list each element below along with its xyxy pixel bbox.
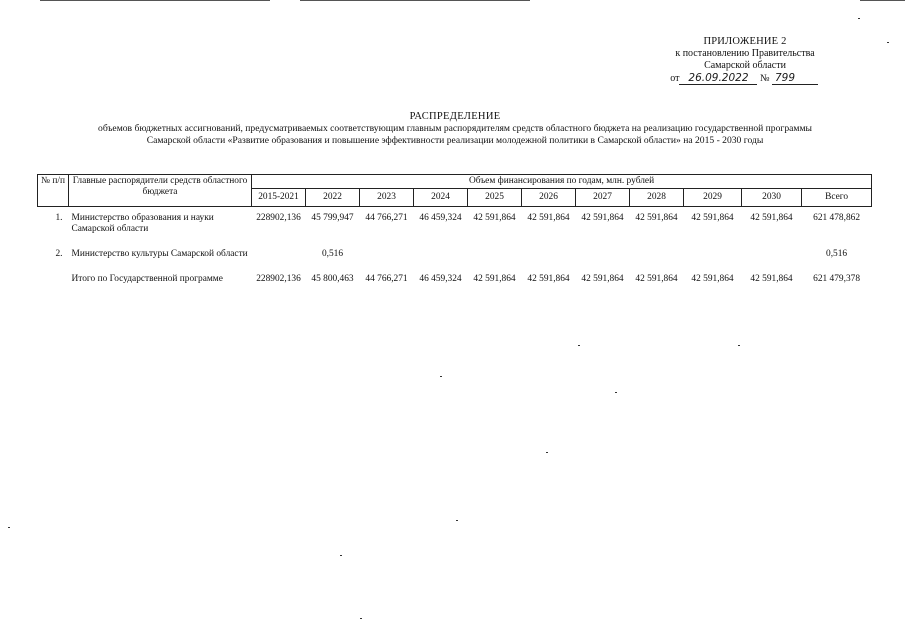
row-value <box>576 249 630 260</box>
scan-speck <box>8 527 10 528</box>
row-value: 42 591,864 <box>581 213 624 223</box>
total-value: 42 591,864 <box>581 274 624 284</box>
row-value: 42 591,864 <box>473 213 516 223</box>
scan-edge-line <box>40 0 270 1</box>
row-value: 45 799,947 <box>311 213 354 223</box>
row-total: 0,516 <box>826 249 848 259</box>
row-value <box>414 249 468 260</box>
header-year: 2027 <box>576 189 630 207</box>
header-year: 2025 <box>468 189 522 207</box>
header-year: 2030 <box>742 189 802 207</box>
total-value: 46 459,324 <box>419 274 462 284</box>
handwritten-number: 799 <box>772 73 818 85</box>
table-row <box>38 213 872 235</box>
scan-speck <box>340 555 342 556</box>
title-line-2: Самарской области «Развитие образования и повышение эффективности реализации молодежной политики в Самарской области» на 2015 - 2030 годы <box>146 135 764 146</box>
total-grand: 621 479,378 <box>813 274 860 284</box>
header-year: 2022 <box>306 189 360 207</box>
scan-speck <box>615 392 617 393</box>
title-line-1: объемов бюджетных ассигнований, предусматриваемых соответствующим главным распорядителям средств областного бюджета на реализацию государственной программы <box>98 123 812 134</box>
row-value <box>360 249 414 260</box>
row-value <box>252 249 306 260</box>
row-total: 621 478,862 <box>813 213 860 223</box>
total-value: 42 591,864 <box>635 274 678 284</box>
row-index: 2. <box>55 249 63 259</box>
decree-date-number <box>600 73 890 85</box>
total-value: 45 800,463 <box>311 274 354 284</box>
total-name: Итого по Государственной программе <box>71 274 223 284</box>
header-group: Объем финансирования по годам, млн. рублей <box>252 175 872 189</box>
scan-speck <box>887 42 889 43</box>
header-name: Главные распорядители средств областного бюджета <box>69 175 252 207</box>
total-value: 44 766,271 <box>365 274 408 284</box>
appendix-title: ПРИЛОЖЕНИЕ 2 <box>703 36 787 47</box>
table-row <box>38 249 872 260</box>
header-year: 2028 <box>630 189 684 207</box>
header-year: 2029 <box>684 189 742 207</box>
table-row-total <box>38 274 872 285</box>
row-name: Министерство культуры Самарской области <box>71 249 248 259</box>
row-value <box>468 249 522 260</box>
total-value: 228902,136 <box>256 274 301 284</box>
header-year: 2024 <box>414 189 468 207</box>
row-value <box>742 249 802 260</box>
total-value: 42 591,864 <box>691 274 734 284</box>
scan-speck <box>578 345 580 346</box>
budget-table <box>37 174 872 285</box>
row-value: 42 591,864 <box>750 213 793 223</box>
from-label: от <box>670 73 680 84</box>
handwritten-date: 26.09.2022 <box>679 73 757 85</box>
header-year: 2015-2021 <box>252 189 306 207</box>
appendix-line-2: Самарской области <box>704 60 786 71</box>
row-name: Министерство образования и науки Самарской области <box>71 213 214 234</box>
total-value: 42 591,864 <box>750 274 793 284</box>
header-index: № п/п <box>38 175 69 207</box>
document-title <box>40 111 870 147</box>
row-value <box>522 249 576 260</box>
row-value: 46 459,324 <box>419 213 462 223</box>
title-heading: РАСПРЕДЕЛЕНИЕ <box>409 111 501 122</box>
scan-edge-line <box>860 0 905 1</box>
scan-speck <box>360 618 362 619</box>
header-year: 2023 <box>360 189 414 207</box>
number-label: № <box>759 73 770 84</box>
appendix-header <box>600 36 890 85</box>
row-value <box>630 249 684 260</box>
scan-speck <box>440 376 442 377</box>
scan-speck <box>456 520 458 521</box>
row-value: 42 591,864 <box>527 213 570 223</box>
row-index: 1. <box>55 213 63 223</box>
header-year: 2026 <box>522 189 576 207</box>
row-value: 228902,136 <box>256 213 301 223</box>
row-index <box>38 274 69 285</box>
header-total: Всего <box>802 189 872 207</box>
scan-speck <box>738 345 740 346</box>
total-value: 42 591,864 <box>473 274 516 284</box>
row-value: 44 766,271 <box>365 213 408 223</box>
row-value: 42 591,864 <box>635 213 678 223</box>
scan-speck <box>858 18 860 19</box>
row-value <box>684 249 742 260</box>
scan-edge-line <box>300 0 530 1</box>
row-value: 0,516 <box>321 249 344 259</box>
scan-speck <box>546 452 548 453</box>
total-value: 42 591,864 <box>527 274 570 284</box>
appendix-line-1: к постановлению Правительства <box>675 48 815 59</box>
row-value: 42 591,864 <box>691 213 734 223</box>
